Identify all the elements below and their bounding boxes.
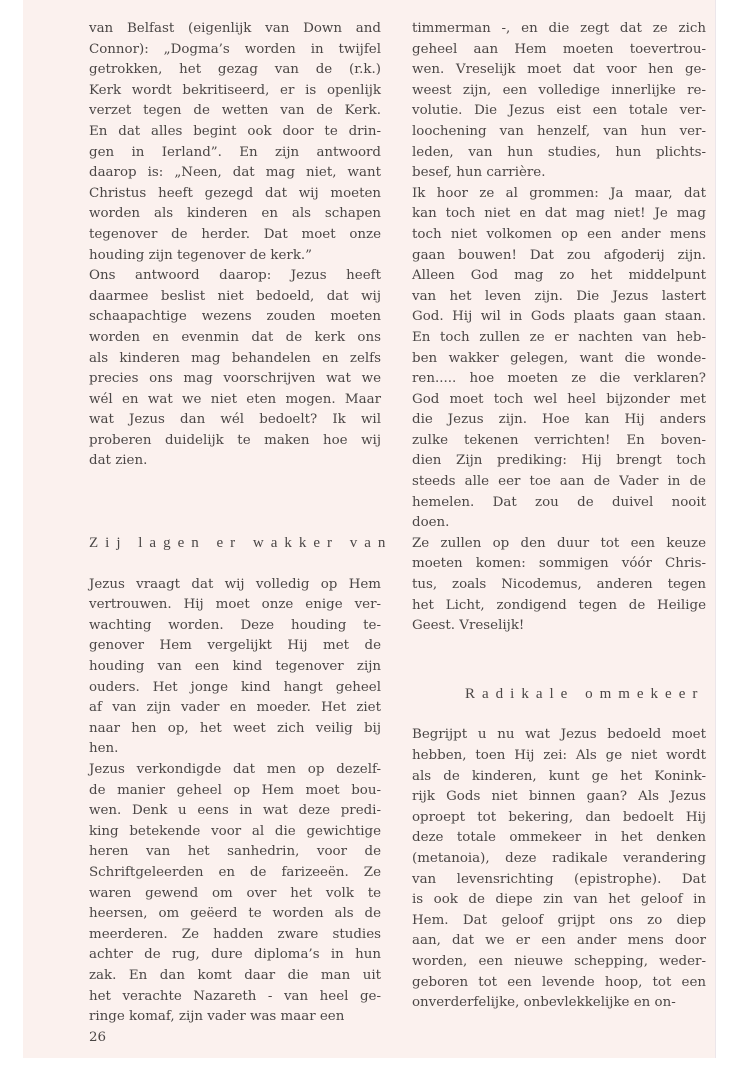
text-line: deze totale ommekeer in het denken [412,830,706,846]
text-line: leden, van hun studies, hun plichts- [412,144,706,160]
spacer [89,554,381,575]
text-line: wen. Vreselijk moet dat voor hen ge- [412,62,706,78]
text-line: (metanoia), deze radikale verandering [412,850,706,866]
text-line: Ze zullen op den duur tot een keuze [412,535,706,551]
text-line: Schriftgeleerden en de farizeeën. Ze [89,864,381,880]
text-line: daarmee beslist niet bedoeld, dat wij [89,288,381,304]
text-line: En dat alles begint ook door te drin- [89,123,381,139]
paragraph [89,760,381,1028]
text-line: besef, hun carrière. [412,165,546,181]
text-line: wat Jezus dan wél bedoelt? Ik wil [89,412,381,428]
text-line: houding zijn tegenover de kerk.” [89,247,313,263]
text-line: gen in Ierland”. En zijn antwoord [89,144,381,160]
text-line: aan, dat we er een ander mens door [412,933,706,949]
text-line: houding van een kind tegenover zijn [89,659,381,675]
text-line: die Jezus zijn. Hoe kan Hij anders [412,412,706,428]
text-line: schaapachtige wezens zouden moeten [89,309,381,325]
text-line: ouders. Het jonge kind hangt geheel [89,679,381,695]
text-line: het Licht, zondigend tegen de Heilige [412,597,706,613]
text-line: precies ons mag voorschrijven wat we [89,371,381,387]
text-line: tus, zoals Nicodemus, anderen tegen [412,577,706,593]
text-line: steeds alle eer toe aan de Vader in de [412,474,706,490]
text-line: het verachte Nazareth - van heel ge- [89,988,381,1004]
text-line: als de kinderen, kunt ge het Konink- [412,768,706,784]
text-line: daarop is: „Neen, dat mag niet, want [89,165,381,181]
text-line: dien Zijn prediking: Hij brengt toch [412,453,706,469]
text-line: geheel aan Hem moeten toevertrou- [412,41,706,57]
text-line: is ook de diepe zin van het geloof in [412,892,706,908]
spacer [412,704,706,725]
text-line: God moet toch wel heel bijzonder met [412,391,706,407]
text-line: Ik hoor ze al grommen: Ja maar, dat [412,185,706,201]
section-heading: Zij lagen er wakker van [89,535,393,552]
paragraph [89,266,381,472]
text-line: zulke tekenen verrichten! En boven- [412,432,706,448]
text-line: als kinderen mag behandelen en zelfs [89,350,381,366]
text-line: God. Hij wil in Gods plaats gaan staan. [412,309,706,325]
left-column [89,19,393,1048]
text-line: wen. Denk u eens in wat deze predi- [89,803,381,819]
text-line: hen. [89,741,119,757]
text-line: Begrijpt u nu wat Jezus bedoeld moet [412,727,706,743]
text-line: getrokken, het gezag van de (r.k.) [89,62,381,78]
text-line: onverderfelijke, onbevlekkelijke en on- [412,995,676,1011]
paragraph [412,534,706,637]
text-line: achter de rug, dure diploma’s in hun [89,947,381,963]
text-line: meerderen. Ze hadden zware studies [89,926,381,942]
text-line: doen. [412,515,450,531]
spacer [89,472,381,533]
text-line: Hem. Dat geloof grijpt ons zo diep [412,912,706,928]
text-line: tegenover de herder. Dat moet onze [89,226,381,242]
text-line: Ons antwoord daarop: Jezus heeft [89,268,381,284]
text-line: vertrouwen. Hij moet onze enige ver- [89,597,381,613]
text-line: worden, een nieuwe schepping, weder- [412,953,706,969]
text-line: Geest. Vreselijk! [412,618,525,634]
text-line: moeten komen: sommigen vóór Chris- [412,556,706,572]
text-line: Connor): „Dogma’s worden in twijfel [89,41,381,57]
text-line: Christus heeft gezegd dat wij moeten [89,185,381,201]
text-line: Jezus verkondigde dat men op dezelf- [89,762,381,777]
text-line: loochening van henzelf, van hun ver- [412,123,706,139]
text-line: weest zijn, een volledige innerlijke re- [412,82,706,98]
paragraph [89,19,381,266]
text-line: genover Hem vergelijkt Hij met de [89,638,381,654]
text-line: oproept tot bekering, dan bedoelt Hij [412,809,706,825]
text-line: waren gewend om over het volk te [89,885,381,901]
right-column [412,19,706,1014]
text-line: king betekende voor al die gewichtige [89,823,381,839]
text-line: af van zijn vader en moeder. Het ziet [89,700,381,716]
text-line: van levensrichting (epistrophe). Dat [412,871,706,887]
text-line: zak. En dan komt daar die man uit [89,967,381,983]
paragraph [412,19,706,184]
text-line: worden als kinderen en als schapen [89,206,381,222]
text-line: de manier geheel op Hem moet bou- [89,782,381,798]
text-line: dat zien. [89,453,148,469]
text-line: timmerman -, en die zegt dat ze zich [412,21,706,36]
spacer [412,637,706,684]
text-line: geboren tot een levende hoop, tot een [412,974,706,990]
text-line: heersen, om geëerd te worden als de [89,906,381,922]
text-line: proberen duidelijk te maken hoe wij [89,432,381,448]
text-line: van Belfast (eigenlijk van Down and [89,21,381,36]
paragraph [412,725,706,1013]
text-line: hebben, toen Hij zei: Als ge niet wordt [412,748,706,763]
text-line: rijk Gods niet binnen gaan? Als Jezus [412,789,706,805]
text-line: gaan bouwen! Dat zou afgoderij zijn. [412,247,706,263]
paragraph [412,184,706,534]
page-number: 26 [89,1029,107,1045]
text-line: worden en evenmin dat de kerk ons [89,329,381,345]
text-line: kan toch niet en dat mag niet! Je mag [412,206,706,222]
text-line: naar hen op, het weet zich veilig bij [89,720,381,736]
text-line: wachting worden. Deze houding te- [89,617,381,633]
text-line: volutie. Die Jezus eist een totale ver- [412,103,706,119]
text-line: ringe komaf, zijn vader was maar een [89,1009,345,1025]
text-line: ren..... hoe moeten ze die verklaren? [412,371,706,387]
paragraph [89,575,381,760]
document-page [23,0,715,1058]
text-line: wél en wat we niet eten mogen. Maar [89,391,381,407]
text-line: verzet tegen de wetten van de Kerk. [89,103,381,119]
text-line: Jezus vraagt dat wij volledig op Hem [89,576,381,592]
text-line: toch niet volkomen op een ander mens [412,226,706,242]
text-line: Kerk wordt bekritiseerd, er is openlijk [89,82,381,98]
text-line: hemelen. Dat zou de duivel nooit [412,494,706,510]
text-line: heren van het sanhedrin, voor de [89,844,381,860]
text-line: Alleen God mag zo het middelpunt [412,268,706,284]
text-line: En toch zullen ze er nachten van heb- [412,329,706,345]
text-line: van het leven zijn. Die Jezus lastert [412,288,706,304]
section-heading: Radikale ommekeer [465,685,705,702]
text-line: ben wakker gelegen, want die wonde- [412,350,706,366]
